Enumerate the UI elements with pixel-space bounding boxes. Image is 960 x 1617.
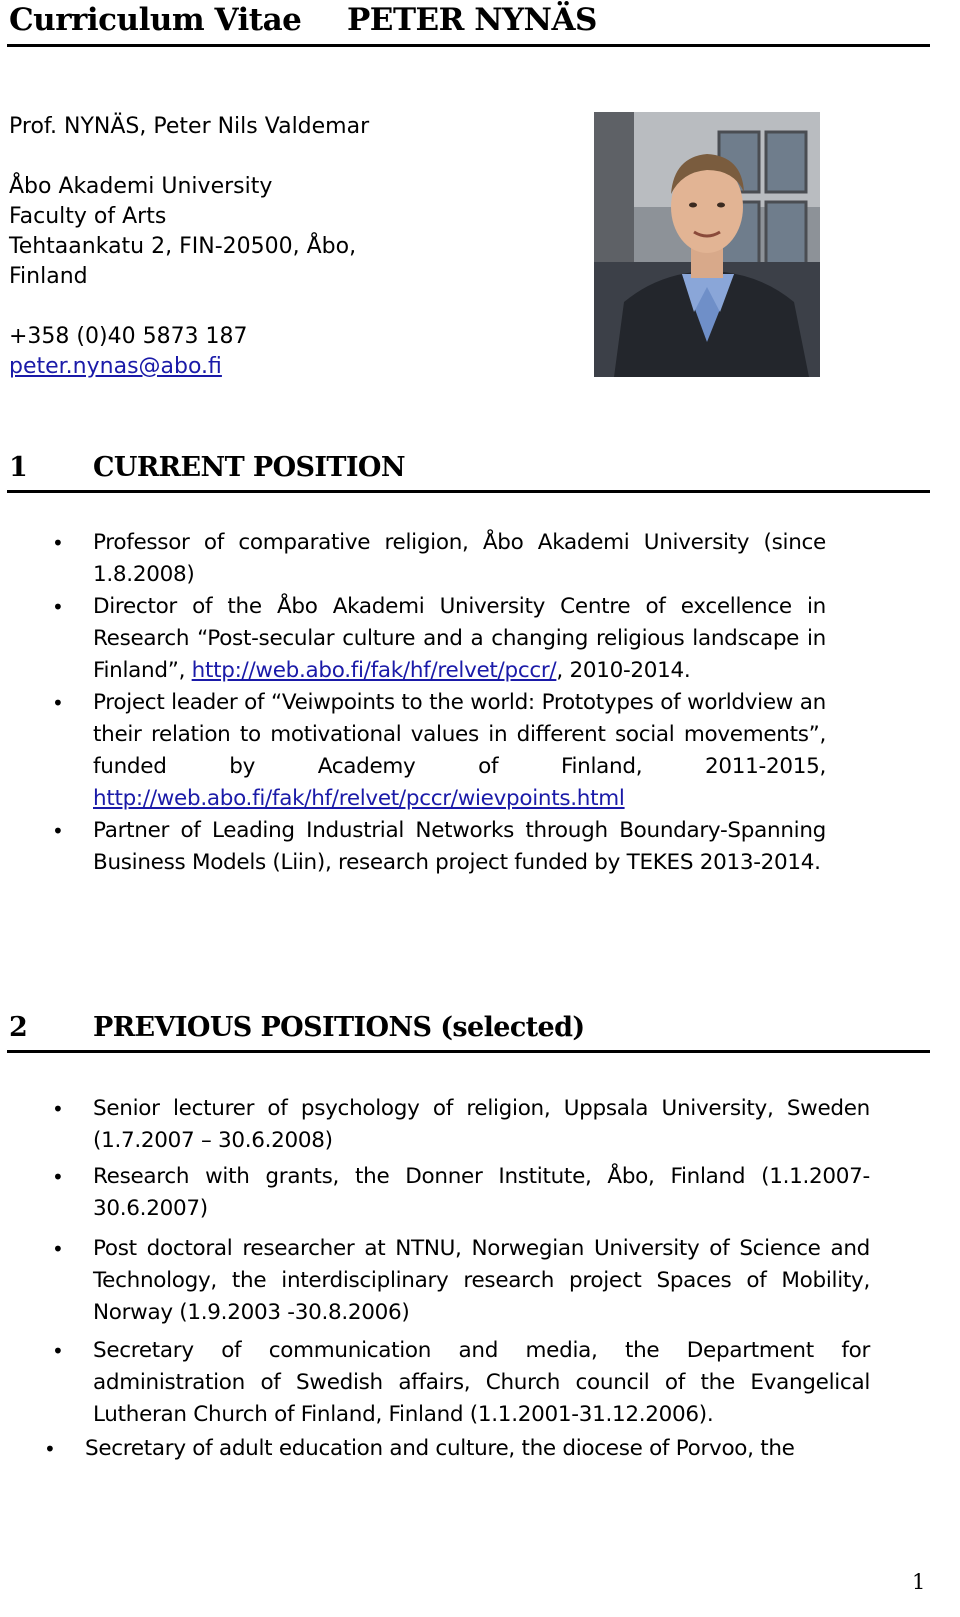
email-link[interactable]: peter.nynas@abo.fi	[9, 354, 222, 379]
section-heading-current-position	[7, 450, 930, 493]
viewpoints-link[interactable]: http://web.abo.fi/fak/hf/relvet/pccr/wievpoints.html	[93, 786, 625, 811]
page-number: 1	[912, 1570, 926, 1594]
institution: Åbo Akademi University	[9, 174, 273, 199]
list-item: • Senior lecturer of psychology of religion, Uppsala University, Sweden (1.7.2007 – 30.6.2008)	[50, 1093, 870, 1157]
street-address: Tehtaankatu 2, FIN-20500, Åbo,	[9, 234, 357, 259]
full-name: Prof. NYNÄS, Peter Nils Valdemar	[9, 114, 370, 139]
list-item: • Secretary of communication and media, the Department for administration of Swedish affairs, Church council of the Evangelical Lutheran Church of Finland, Finland (1.1.2001-31.12.2006).	[50, 1335, 870, 1431]
current-position-list	[50, 527, 826, 879]
portrait-photo	[594, 112, 820, 377]
list-item: • Professor of comparative religion, Åbo Akademi University (since 1.8.2008)	[50, 527, 826, 591]
section-number: 2	[9, 1012, 28, 1043]
list-item: • Secretary of adult education and culture, the diocese of Porvoo, the	[42, 1433, 870, 1465]
person-name-title: PETER NYNÄS	[347, 2, 597, 38]
pccr-link[interactable]: http://web.abo.fi/fak/hf/relvet/pccr/	[191, 658, 557, 683]
list-item: • Partner of Leading Industrial Networks through Boundary-Spanning Business Models (Liin), research project funded by TEKES 2013-2014.	[50, 815, 826, 879]
contact-block	[9, 112, 569, 382]
list-item: • Post doctoral researcher at NTNU, Norwegian University of Science and Technology, the interdisciplinary research project Spaces of Mobility, Norway (1.9.2003 -30.8.2006)	[50, 1233, 870, 1329]
section-title: PREVIOUS POSITIONS (selected)	[93, 1012, 585, 1043]
faculty: Faculty of Arts	[9, 204, 167, 229]
list-item: • Director of the Åbo Akademi University Centre of excellence in Research “Post-secular culture and a changing religious landscape in Finland”, http://web.abo.fi/fak/hf/relvet/pccr/, 2010-2014.	[50, 591, 826, 687]
section-heading-previous-positions	[7, 1010, 930, 1053]
list-item: • Research with grants, the Donner Institute, Åbo, Finland (1.1.2007-30.6.2007)	[50, 1161, 870, 1225]
section-title: CURRENT POSITION	[93, 452, 405, 483]
list-item: • Project leader of “Veiwpoints to the world: Prototypes of worldview an their relation to motivational values in different social movements”, funded by Academy of Finland, 2011-2015, http://web.abo.fi/fak/hf/relvet/pccr/wievpoints.html	[50, 687, 826, 815]
document-header	[7, 0, 930, 47]
section-number: 1	[9, 452, 28, 483]
phone-number: +358 (0)40 5873 187	[9, 324, 248, 349]
document-title: Curriculum Vitae	[9, 2, 302, 38]
country: Finland	[9, 264, 88, 289]
previous-positions-list	[50, 1093, 870, 1465]
